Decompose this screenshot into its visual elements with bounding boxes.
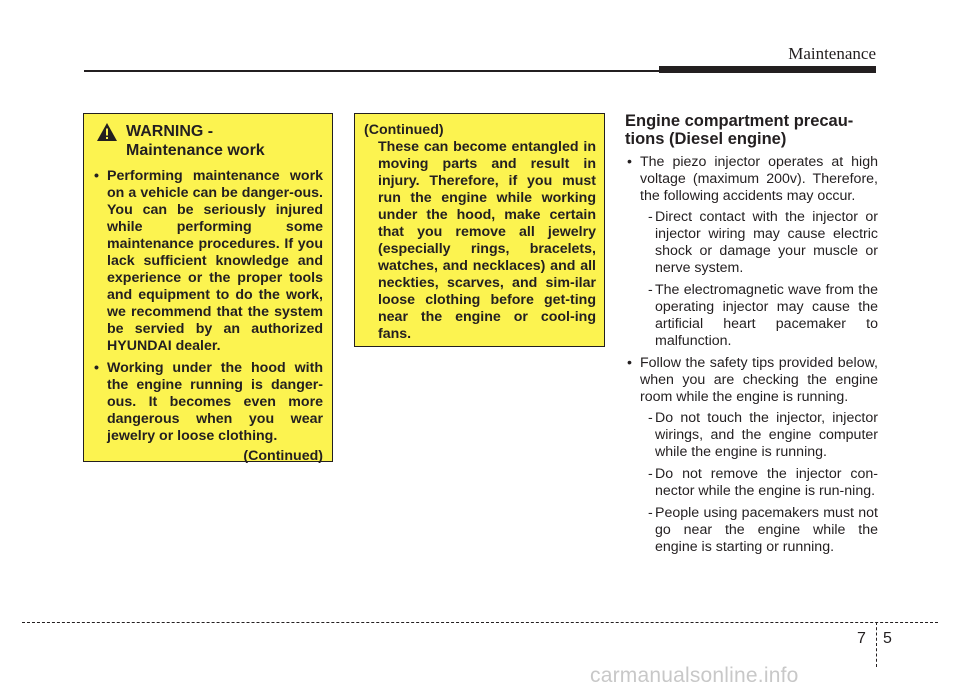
continued-heading: (Continued) bbox=[364, 122, 444, 138]
watermark: carmanualsonline.info bbox=[590, 664, 799, 687]
continued-body: These can become entangled in moving parts and result in injury. Therefore, if you must run the engine while working under the hood, make certain that you remove all jewelry (especially rings, bracelets, watches, and necklaces) and all neckties, scarves, and sim-ilar loose clothing before get-ting near the engine or cool-ing fans. bbox=[378, 139, 596, 342]
warning-triangle-icon bbox=[96, 122, 118, 142]
sub-list-item: - Do not touch the injector, injector wirings, and the engine computer while the engine is running. bbox=[648, 410, 878, 460]
sub-list-item: - Do not remove the injector con-nector while the engine is run-ning. bbox=[648, 466, 878, 499]
warning-box bbox=[83, 113, 333, 462]
header-rule-thin bbox=[84, 70, 659, 72]
warning-title-line1: WARNING - bbox=[126, 123, 214, 140]
warning-title-line2: Maintenance work bbox=[126, 142, 265, 159]
warning-heading bbox=[96, 122, 323, 160]
sub-list-item: - The electromagnetic wave from the operating injector may cause the artificial heart pacemaker to malfunction. bbox=[648, 282, 878, 349]
list-item: • Working under the hood with the engine running is danger-ous. It becomes even more dangerous when you wear jewelry or loose clothing. bbox=[94, 360, 323, 444]
chapter-number: 7 bbox=[857, 630, 866, 647]
header-title: Maintenance bbox=[788, 44, 876, 63]
continued-warning-box bbox=[354, 113, 605, 347]
continued-label: (Continued) bbox=[243, 448, 323, 464]
list-item: • Performing maintenance work on a vehicle can be danger-ous. You can be seriously injured while performing some maintenance procedures. If you lack sufficient knowledge and experience or the proper tools and equipment to do the work, we recommend that the system be servied by an authorized HYUNDAI dealer. bbox=[94, 168, 323, 354]
header-rule-thick bbox=[659, 66, 876, 73]
precautions-list bbox=[625, 154, 878, 556]
sub-list-item: - People using pacemakers must not go near the engine while the engine is starting or running. bbox=[648, 505, 878, 555]
page-number-divider bbox=[876, 622, 877, 667]
section-title: Engine compartment precau-tions (Diesel engine) bbox=[625, 112, 854, 148]
list-item: • Follow the safety tips provided below, when you are checking the engine room while the engine is running. - Do not touch the injector, injector wirings, and the engine computer while the engine is running. - Do not remove the injector con-nector while the engine is run-ning. - People using pacemakers must not go near the engine while the engine is starting or running. bbox=[627, 355, 878, 555]
warning-list bbox=[92, 168, 323, 445]
precautions-section bbox=[625, 112, 878, 556]
footer-rule bbox=[22, 622, 938, 623]
sub-list bbox=[640, 209, 878, 350]
sub-list-item: - Direct contact with the injector or injector wiring may cause electric shock or damage your muscle or nerve system. bbox=[648, 209, 878, 276]
sub-list bbox=[640, 410, 878, 556]
page-number: 5 bbox=[883, 630, 892, 647]
list-item: • The piezo injector operates at high voltage (maximum 200v). Therefore, the following accidents may occur. - Direct contact with the injector or injector wiring may cause electric shock or damage your muscle or nerve system. - The electromagnetic wave from the operating injector may cause the artificial heart pacemaker to malfunction. bbox=[627, 154, 878, 349]
